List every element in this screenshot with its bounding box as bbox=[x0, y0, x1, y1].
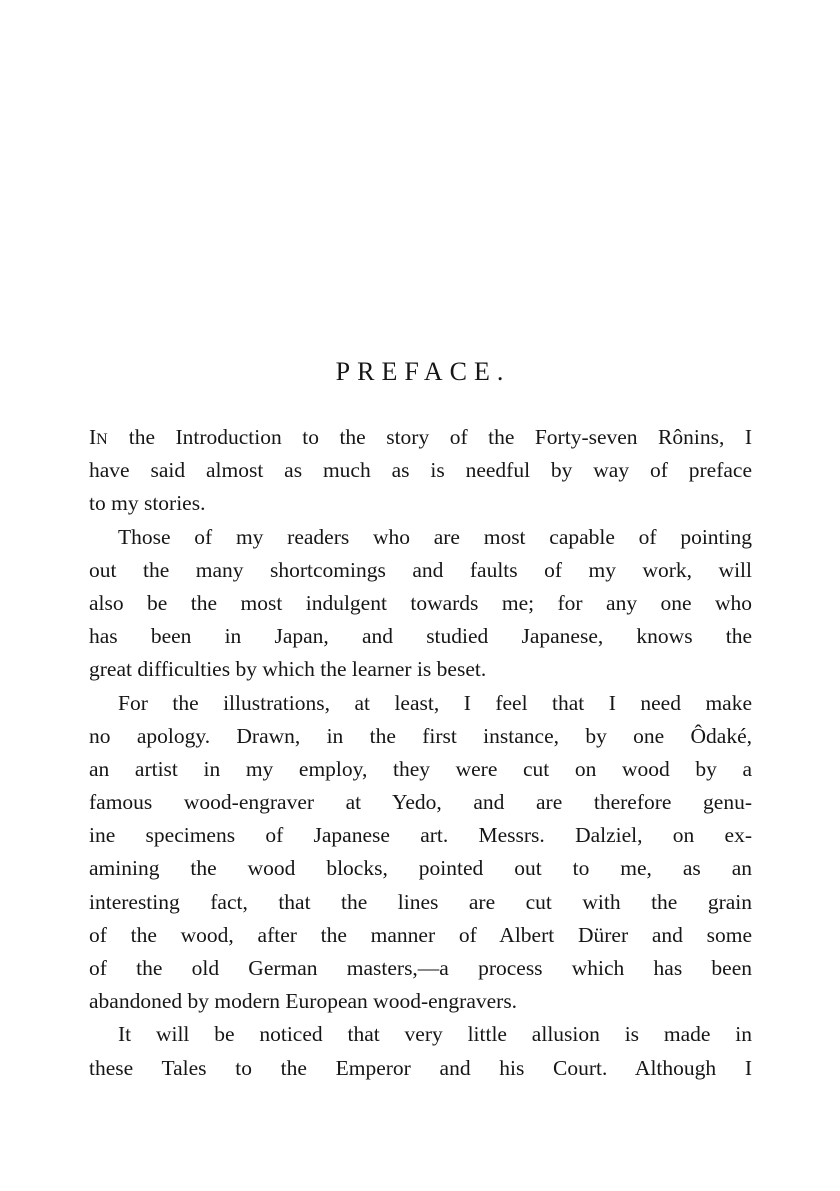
text-line: amining the wood blocks, pointed out to me, as an bbox=[89, 856, 752, 881]
text-line: famous wood-engraver at Yedo, and are therefore genu- bbox=[89, 790, 752, 815]
text-line: no apology. Drawn, in the first instance, by one Ôdaké, bbox=[89, 723, 752, 748]
lead-small-caps: N bbox=[96, 431, 109, 448]
text-line bbox=[89, 421, 752, 454]
line-text: the Introduction to the story of the Forty-seven Rônins, I bbox=[108, 425, 752, 449]
page-title: PREFACE. bbox=[335, 357, 511, 386]
paragraph-3 bbox=[89, 687, 752, 1019]
lead-initial: I bbox=[89, 425, 97, 449]
text-line: also be the most indulgent towards me; for any one who bbox=[89, 590, 752, 615]
text-line: For the illustrations, at least, I feel that I need make bbox=[118, 690, 752, 715]
text-line: great difficulties by which the learner is beset. bbox=[89, 657, 487, 682]
paragraph-1 bbox=[89, 421, 752, 521]
text-line: these Tales to the Emperor and his Court. Although I bbox=[89, 1055, 752, 1080]
paragraph-4 bbox=[89, 1018, 752, 1084]
text-line: of the old German masters,—a process which has been bbox=[89, 956, 752, 980]
text-line: of the wood, after the manner of Albert Dürer and some bbox=[89, 922, 752, 947]
text-line: out the many shortcomings and faults of my work, will bbox=[89, 557, 752, 582]
paragraph-2 bbox=[89, 521, 752, 687]
text-line: Those of my readers who are most capable of pointing bbox=[118, 524, 752, 549]
text-line: has been in Japan, and studied Japanese, knows the bbox=[89, 624, 752, 649]
text-line: abandoned by modern European wood-engravers. bbox=[89, 989, 518, 1014]
text-line: to my stories. bbox=[89, 491, 206, 516]
preface-text bbox=[89, 421, 752, 1085]
text-line: interesting fact, that the lines are cut with the grain bbox=[89, 889, 752, 914]
text-line: It will be noticed that very little allusion is made in bbox=[118, 1022, 752, 1047]
text-line: have said almost as much as is needful by way of preface bbox=[89, 458, 752, 483]
text-line: ine specimens of Japanese art. Messrs. Dalziel, on ex- bbox=[89, 823, 752, 848]
text-line: an artist in my employ, they were cut on wood by a bbox=[89, 756, 752, 781]
